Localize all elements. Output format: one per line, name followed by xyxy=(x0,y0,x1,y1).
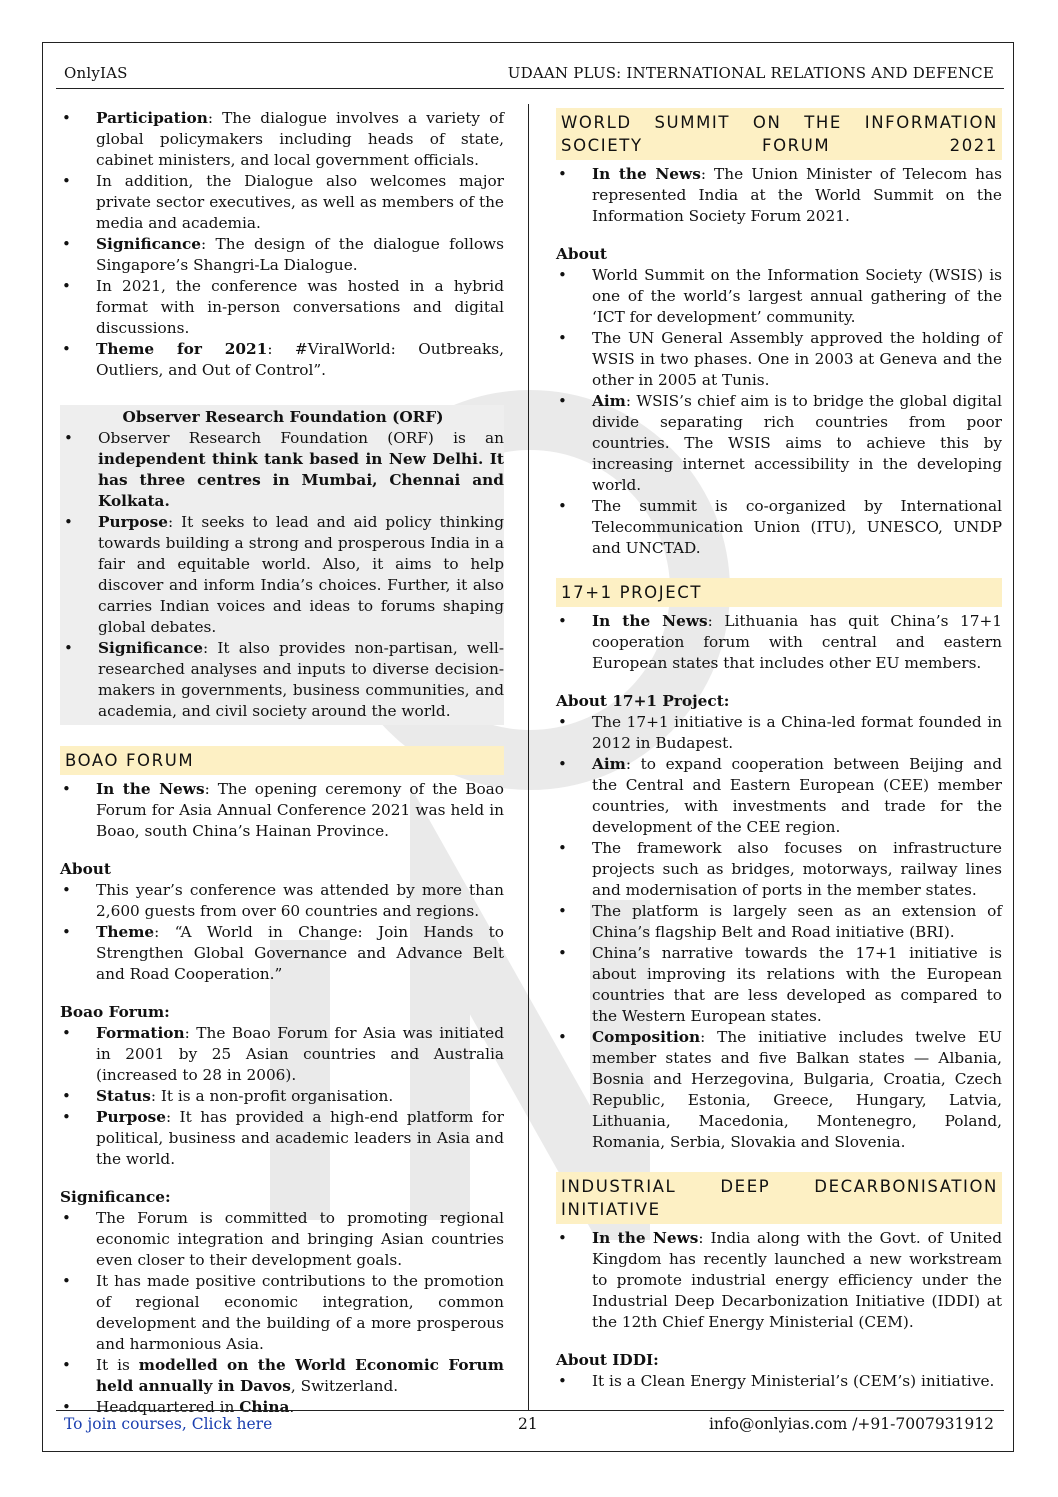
list-item: • In the News: The Union Minister of Telecom has represented India at the World Summit on the Information Society Forum 2021. xyxy=(556,164,1002,227)
section-heading-17plus1: 17+1 PROJECT xyxy=(556,578,1002,607)
list-item: • Participation: The dialogue involves a variety of global policymakers including heads of state, cabinet ministers, and local government officials. xyxy=(60,108,504,171)
section-heading-iddi: INDUSTRIAL DEEP DECARBONISATION INITIATIVE xyxy=(556,1172,1002,1224)
section-heading-wsis: WORLD SUMMIT ON THE INFORMATION SOCIETY FORUM 2021 xyxy=(556,108,1002,160)
list-item: • It is modelled on the World Economic Forum held annually in Davos, Switzerland. xyxy=(60,1355,504,1397)
dialogue-list xyxy=(60,108,504,381)
orf-box xyxy=(60,405,504,725)
list-item: • In the News: India along with the Govt. of United Kingdom has recently launched a new workstream to promote industrial energy efficiency under the Industrial Deep Decarbonization Initiative (IDDI) at the 12th Chief Energy Ministerial (CEM). xyxy=(556,1228,1002,1333)
list-item: • The platform is largely seen as an extension of China’s flagship Belt and Road initiative (BRI). xyxy=(556,901,1002,943)
list-item: • Formation: The Boao Forum for Asia was initiated in 2001 by 25 Asian countries and Australia (increased to 28 in 2006). xyxy=(60,1023,504,1086)
list-item: • Theme: “A World in Change: Join Hands to Strengthen Global Governance and Advance Belt and Road Cooperation.” xyxy=(60,922,504,985)
list-item: • It has made positive contributions to the promotion of regional economic integration, common development and the building of a more prosperous and harmonious Asia. xyxy=(60,1271,504,1355)
list-item: • In addition, the Dialogue also welcomes major private sector executives, as well as members of the media and academia. xyxy=(60,171,504,234)
list-item: • Purpose: It seeks to lead and aid policy thinking towards building a strong and prosperous India in a fair and equitable world. Also, it aims to help discover and inform India’s choices. Further, it also carries Indian voices and ideas to forums shaping global debates. xyxy=(62,512,504,638)
left-column xyxy=(60,108,504,1418)
subheading: About xyxy=(556,245,607,263)
list-item: • Significance: It also provides non-partisan, well-researched analyses and inputs to diverse decision-makers in governments, business communities, and academia, and civil society around the world. xyxy=(62,638,504,722)
column-divider xyxy=(528,104,529,1410)
list-item: • The UN General Assembly approved the holding of WSIS in two phases. One in 2003 at Geneva and the other in 2005 at Tunis. xyxy=(556,328,1002,391)
list-item: • Significance: The design of the dialogue follows Singapore’s Shangri-La Dialogue. xyxy=(60,234,504,276)
footer-contact: info@onlyias.com /+91-7007931912 xyxy=(708,1415,994,1433)
join-courses-link[interactable]: To join courses, Click here xyxy=(64,1415,273,1433)
header-brand: OnlyIAS xyxy=(64,64,128,82)
list-item: • This year’s conference was attended by more than 2,600 guests from over 60 countries and regions. xyxy=(60,880,504,922)
list-item: • Aim: WSIS’s chief aim is to bridge the global digital divide separating rich countries from poor countries. The WSIS aims to achieve this by increasing internet accessibility in the developing world. xyxy=(556,391,1002,496)
list-item: • In the News: Lithuania has quit China’s 17+1 cooperation forum with central and eastern European states that includes other EU members. xyxy=(556,611,1002,674)
header-title: UDAAN PLUS: INTERNATIONAL RELATIONS AND DEFENCE xyxy=(507,64,994,82)
subheading: Significance: xyxy=(60,1188,171,1206)
list-item: • The summit is co-organized by International Telecommunication Union (ITU), UNESCO, UNDP and UNCTAD. xyxy=(556,496,1002,559)
list-item: • It is a Clean Energy Ministerial’s (CEM’s) initiative. xyxy=(556,1371,1002,1392)
list-item: • In the News: The opening ceremony of the Boao Forum for Asia Annual Conference 2021 was held in Boao, south China’s Hainan Province. xyxy=(60,779,504,842)
list-item: • Headquartered in China. xyxy=(60,1397,504,1418)
list-item: • Composition: The initiative includes twelve EU member states and five Balkan states — Albania, Bosnia and Herzegovina, Bulgaria, Croatia, Czech Republic, Estonia, Greece, Hungary, Latvia, Lithuania, Macedonia, Montenegro, Poland, Romania, Serbia, Slovakia and Slovenia. xyxy=(556,1027,1002,1153)
subheading: About IDDI: xyxy=(556,1351,659,1369)
orf-title: Observer Research Foundation (ORF) xyxy=(122,408,444,426)
list-item: • The Forum is committed to promoting regional economic integration and bringing Asian countries even closer to their development goals. xyxy=(60,1208,504,1271)
subheading: Boao Forum: xyxy=(60,1003,170,1021)
subheading: About 17+1 Project: xyxy=(556,692,730,710)
list-item: • Observer Research Foundation (ORF) is an independent think tank based in New Delhi. It has three centres in Mumbai, Chennai and Kolkata. xyxy=(62,428,504,512)
list-item: • In 2021, the conference was hosted in a hybrid format with in-person conversations and digital discussions. xyxy=(60,276,504,339)
list-item: • China’s narrative towards the 17+1 initiative is about improving its relations with the European countries that are less developed as compared to the Western European states. xyxy=(556,943,1002,1027)
page-number: 21 xyxy=(518,1415,538,1433)
list-item: • Theme for 2021: #ViralWorld: Outbreaks, Outliers, and Out of Control”. xyxy=(60,339,504,381)
list-item: • The 17+1 initiative is a China-led format founded in 2012 in Budapest. xyxy=(556,712,1002,754)
list-item: • Status: It is a non-profit organisation. xyxy=(60,1086,504,1107)
list-item: • The framework also focuses on infrastructure projects such as bridges, motorways, railway lines and modernisation of ports in the member states. xyxy=(556,838,1002,901)
list-item: • Aim: to expand cooperation between Beijing and the Central and Eastern European (CEE) member countries, with investments and trade for the development of the CEE region. xyxy=(556,754,1002,838)
subheading: About xyxy=(60,860,111,878)
list-item: • World Summit on the Information Society (WSIS) is one of the world’s largest annual gathering of the ‘ICT for development’ community. xyxy=(556,265,1002,328)
header-rule xyxy=(56,88,1004,89)
list-item: • Purpose: It has provided a high-end platform for political, business and academic leaders in Asia and the world. xyxy=(60,1107,504,1170)
right-column xyxy=(556,108,1002,1392)
section-heading-boao: BOAO FORUM xyxy=(60,746,504,775)
footer-rule xyxy=(56,1410,1004,1411)
